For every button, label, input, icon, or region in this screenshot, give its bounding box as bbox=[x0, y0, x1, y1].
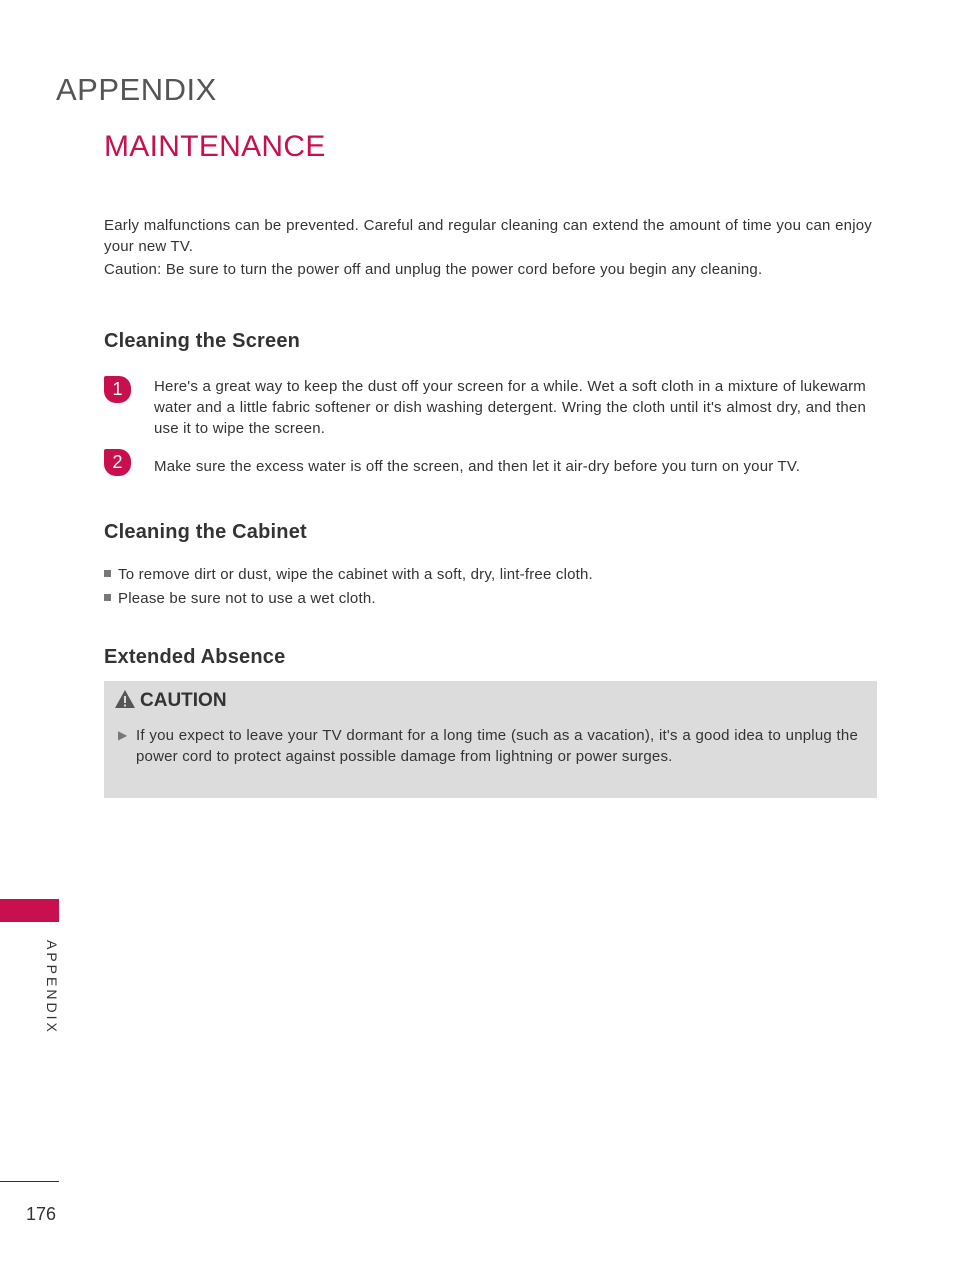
page-number: 176 bbox=[26, 1204, 57, 1224]
side-tab-marker bbox=[0, 899, 59, 922]
intro-paragraph: Early malfunctions can be prevented. Careful and regular cleaning can extend the amount of time you can enjoy your new TV. bbox=[104, 217, 872, 255]
caution-label: CAUTION bbox=[140, 690, 227, 711]
intro-text bbox=[104, 215, 872, 282]
side-section-label: APPENDIX bbox=[44, 940, 60, 1035]
heading-cleaning-screen: Cleaning the Screen bbox=[104, 330, 301, 352]
list-item bbox=[104, 588, 376, 609]
square-bullet-icon bbox=[104, 570, 111, 577]
heading-extended-absence: Extended Absence bbox=[104, 646, 286, 668]
square-bullet-icon bbox=[104, 594, 111, 601]
arrow-bullet-icon: ▶ bbox=[118, 728, 128, 742]
section-title: APPENDIX bbox=[56, 72, 217, 107]
list-item-text: To remove dirt or dust, wipe the cabinet with a soft, dry, lint-free cloth. bbox=[118, 566, 593, 583]
step-number-badge: 1 bbox=[104, 376, 131, 403]
step-text: Here's a great way to keep the dust off your screen for a while. Wet a soft cloth in a mixture of lukewarm water and a little fabric softener or dish washing detergent. Wring the cloth until it's almost dry, and then use it to wipe the screen. bbox=[154, 378, 866, 437]
list-item bbox=[104, 564, 593, 585]
caution-body: If you expect to leave your TV dormant for a long time (such as a vacation), it's a good idea to unplug the power cord to protect against possible damage from lightning or power surges. bbox=[136, 727, 858, 765]
footer-divider bbox=[0, 1181, 59, 1182]
caution-box bbox=[104, 681, 877, 798]
warning-icon bbox=[114, 689, 136, 709]
intro-caution-paragraph: Caution: Be sure to turn the power off and unplug the power cord before you begin any cleaning. bbox=[104, 261, 763, 278]
step-number-badge: 2 bbox=[104, 449, 131, 476]
heading-cleaning-cabinet: Cleaning the Cabinet bbox=[104, 521, 307, 543]
list-item-text: Please be sure not to use a wet cloth. bbox=[118, 590, 376, 607]
step-text: Make sure the excess water is off the screen, and then let it air-dry before you turn on your TV. bbox=[154, 458, 801, 475]
caution-text bbox=[118, 725, 858, 767]
page-title: MAINTENANCE bbox=[104, 130, 326, 163]
